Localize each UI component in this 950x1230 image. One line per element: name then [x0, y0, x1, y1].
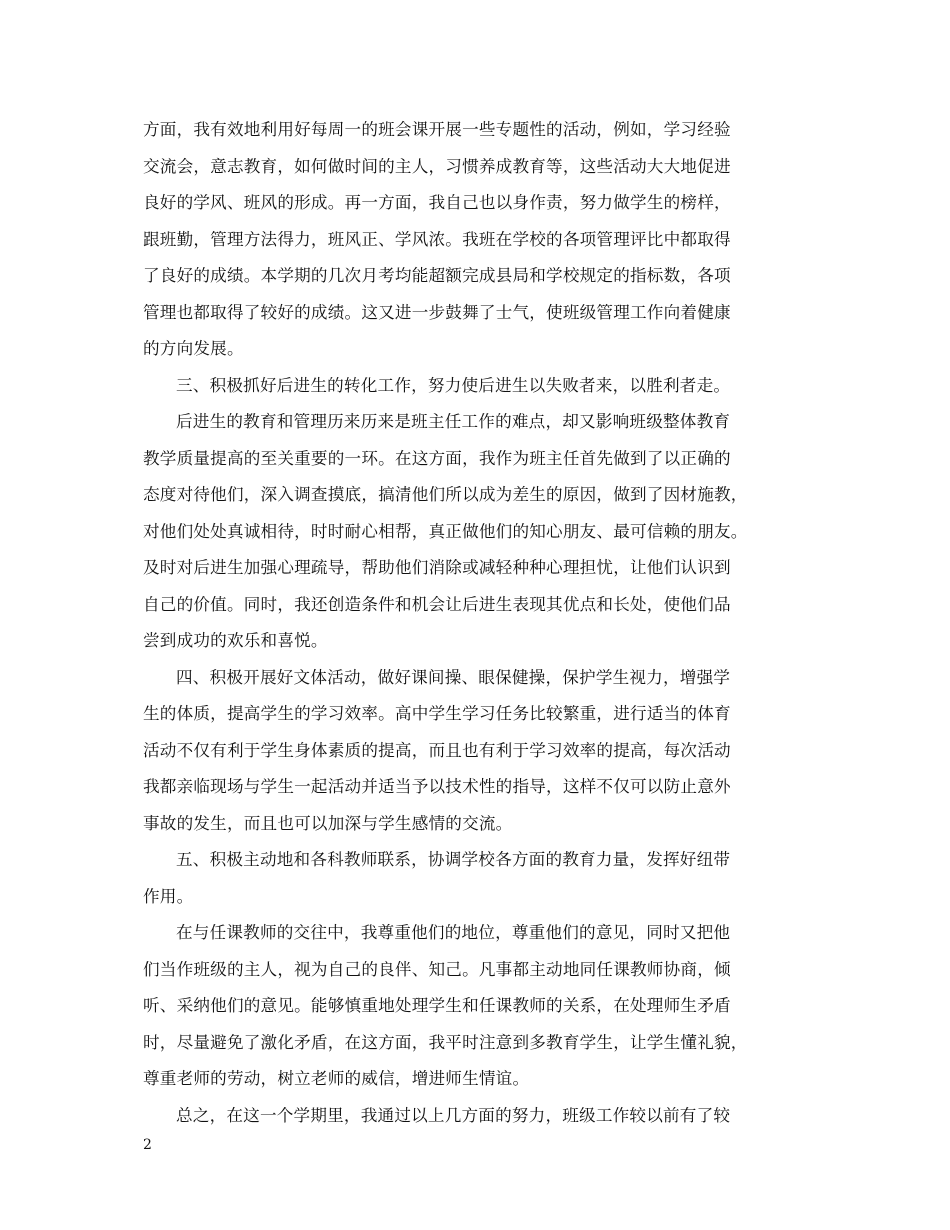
page-number: 2: [143, 1137, 152, 1153]
text-line: 态度对待他们，深入调查摸底，搞清他们所以成为差生的原因，做到了因材施教，: [143, 485, 748, 504]
text-line: 了良好的成绩。本学期的几次月考均能超额完成县局和学校规定的指标数，各项: [143, 266, 731, 285]
text-line: 三、积极抓好后进生的转化工作，努力使后进生以失败者来，以胜利者走。: [176, 375, 731, 395]
text-line: 跟班勤，管理方法得力，班风正、学风浓。我班在学校的各项管理评比中都取得: [143, 229, 731, 249]
text-line: 生的体质，提高学生的学习效率。高中学生学习任务比较繁重，进行适当的体育: [143, 704, 731, 723]
text-line: 尝到成功的欢乐和喜悦。: [143, 631, 328, 650]
text-line: 我都亲临现场与学生一起活动并适当予以技术性的指导，这样不仅可以防止意外: [143, 777, 731, 796]
text-line: 对他们处处真诚相待，时时耐心相帮，真正做他们的知心朋友、最可信赖的朋友。: [143, 521, 748, 541]
text-line: 四、积极开展好文体活动，做好课间操、眼保健操，保护学生视力，增强学: [176, 667, 731, 687]
text-line: 在与任课教师的交往中，我尊重他们的地位，尊重他们的意见，同时又把他: [176, 923, 731, 942]
text-line: 尊重老师的劳动，树立老师的威信，增进师生情谊。: [143, 1069, 530, 1088]
text-line: 活动不仅有利于学生身体素质的提高，而且也有利于学习效率的提高，每次活动: [143, 740, 731, 760]
body-text: [143, 112, 811, 1134]
text-line: 良好的学风、班风的形成。再一方面，我自己也以身作责，努力做学生的榜样，: [143, 193, 731, 212]
text-line: 自己的价值。同时，我还创造条件和机会让后进生表现其优点和长处，使他们品: [143, 594, 731, 614]
text-line: 总之，在这一个学期里，我通过以上几方面的努力，班级工作较以前有了较: [176, 1105, 731, 1125]
text-line: 交流会，意志教育，如何做时间的主人，习惯养成教育等，这些活动大大地促进: [143, 156, 731, 176]
text-line: 事故的发生，而且也可以加深与学生感情的交流。: [143, 813, 513, 833]
text-line: 时，尽量避免了激化矛盾，在这方面，我平时注意到多教育学生，让学生懂礼貌，: [143, 1032, 748, 1052]
text-line: 管理也都取得了较好的成绩。这又进一步鼓舞了士气，使班级管理工作向着健康: [143, 302, 731, 322]
text-line: 的方向发展。: [143, 339, 244, 358]
text-line: 教学质量提高的至关重要的一环。在这方面，我作为班主任首先做到了以正确的: [143, 448, 731, 468]
text-line: 后进生的教育和管理历来历来是班主任工作的难点，却又影响班级整体教育: [176, 412, 731, 431]
text-line: 听、采纳他们的意见。能够慎重地处理学生和任课教师的关系，在处理师生矛盾: [143, 996, 731, 1015]
text-line: 作用。: [143, 886, 194, 906]
text-line: 及时对后进生加强心理疏导，帮助他们消除或减轻种种心理担忧，让他们认识到: [143, 558, 731, 577]
text-line: 五、积极主动地和各科教师联系，协调学校各方面的教育力量，发挥好纽带: [176, 850, 731, 869]
text-line: 方面，我有效地利用好每周一的班会课开展一些专题性的活动，例如，学习经验: [143, 120, 731, 139]
text-line: 们当作班级的主人，视为自己的良伴、知己。凡事都主动地同任课教师协商，倾: [143, 959, 731, 979]
